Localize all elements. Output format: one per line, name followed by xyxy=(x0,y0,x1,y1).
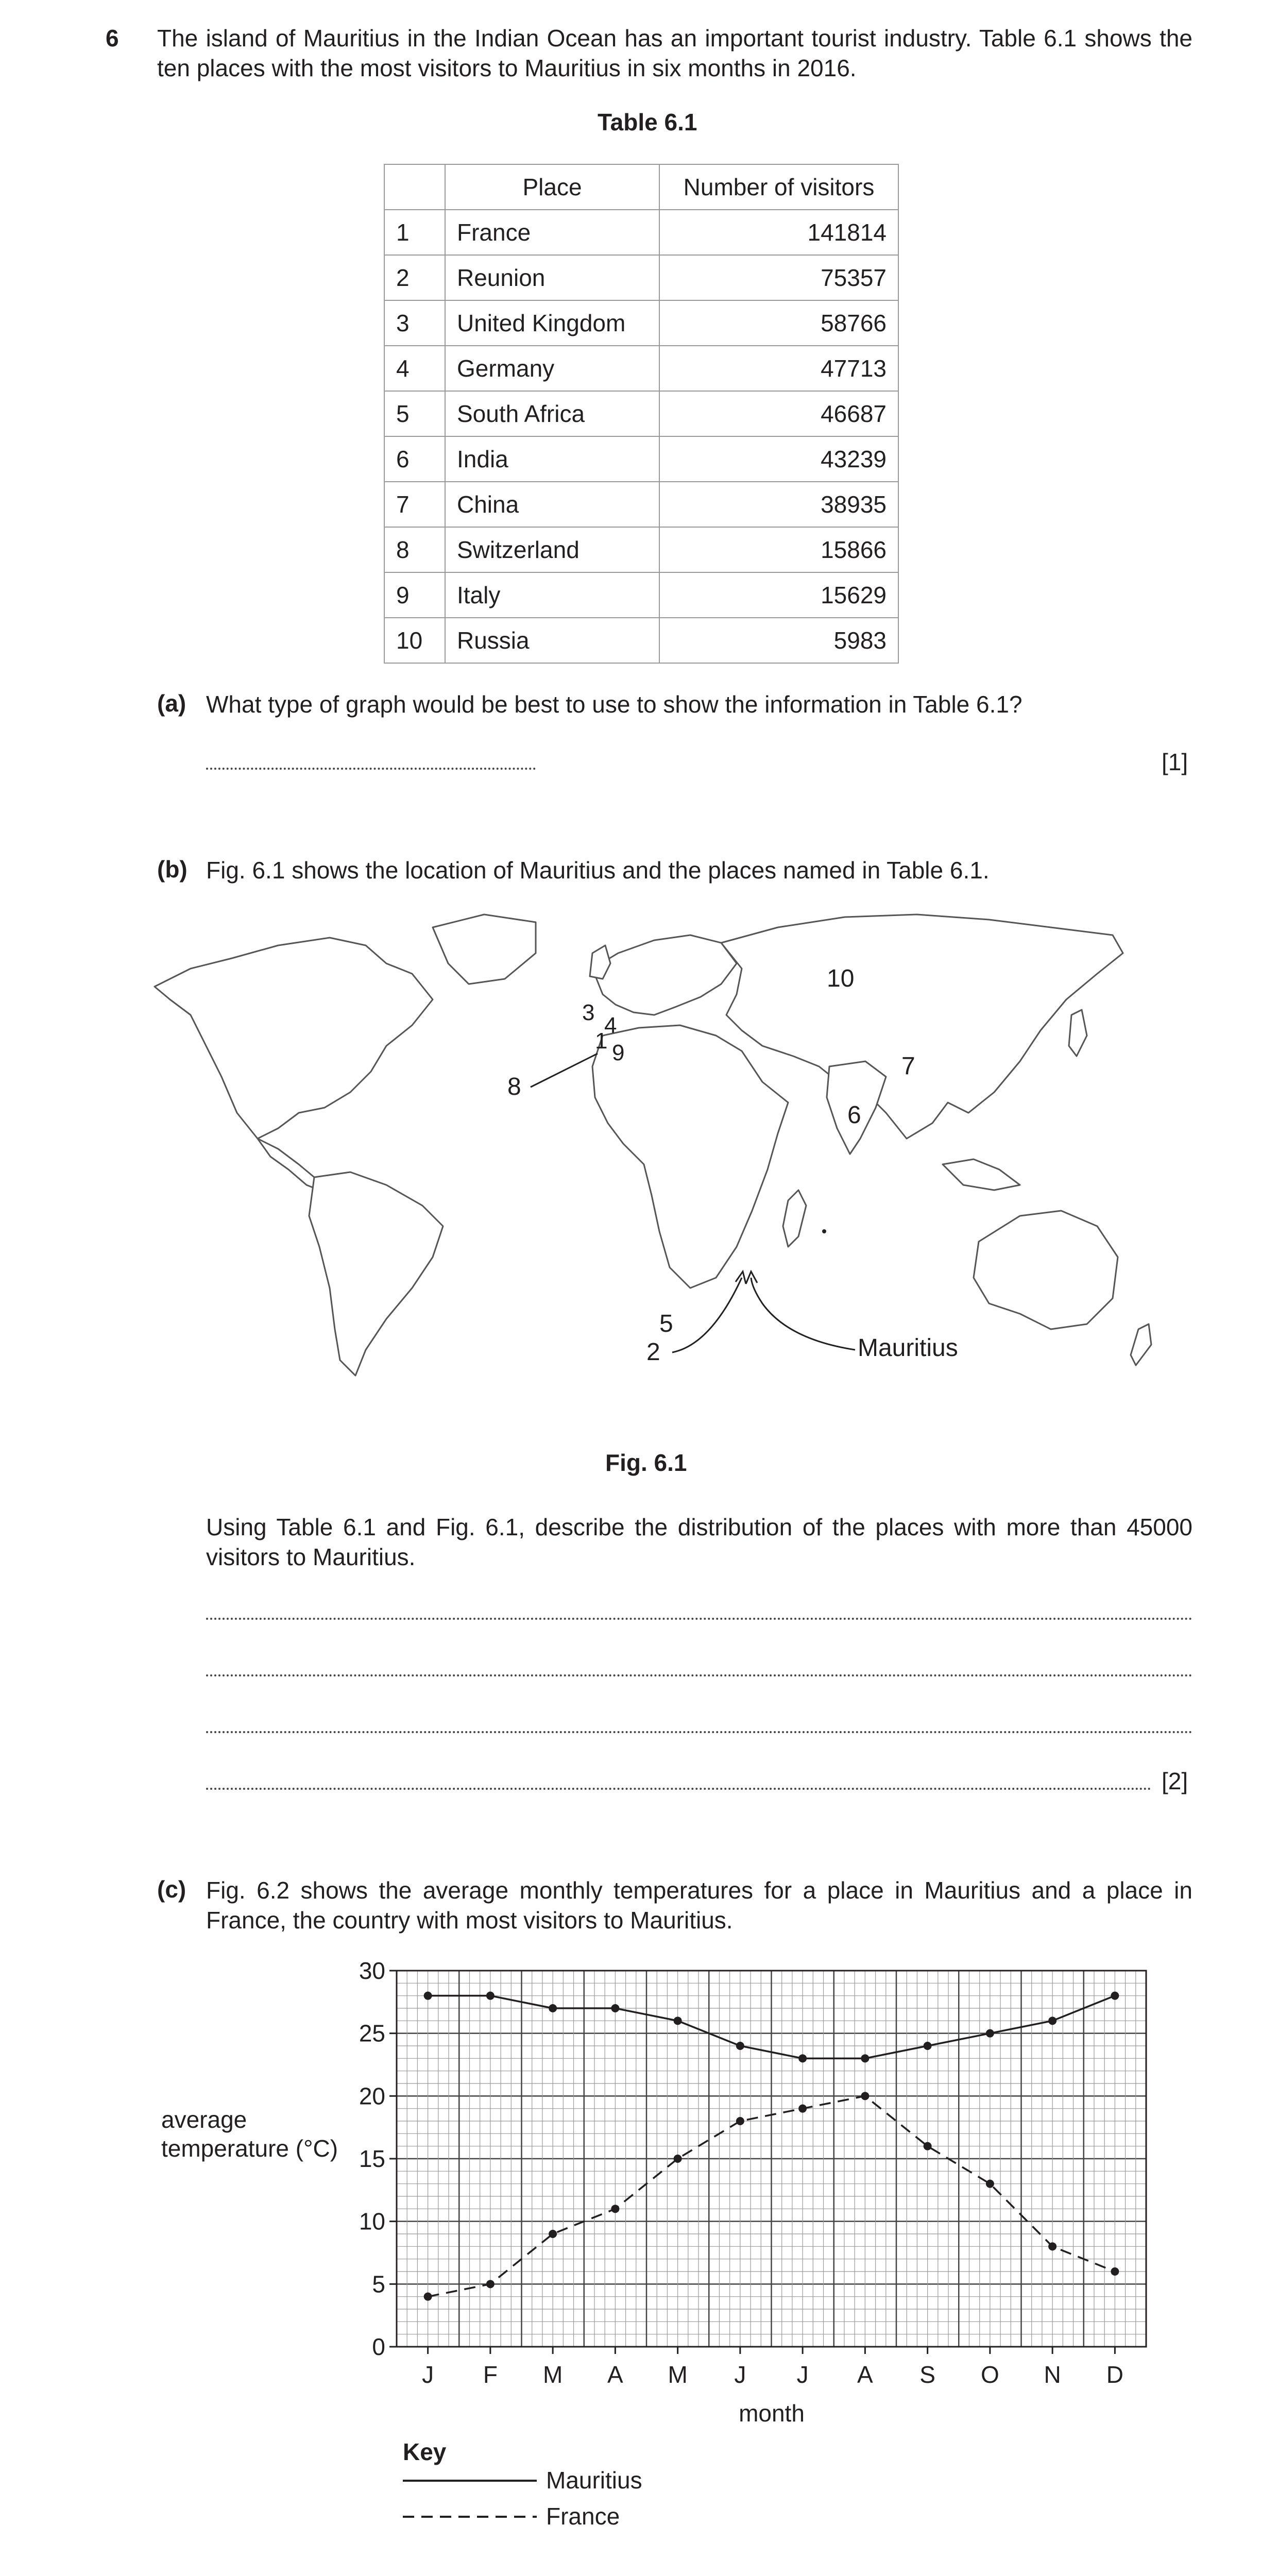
part-c-intro: Fig. 6.2 shows the average monthly temperatures for a place in Mauritius and a place in France, the country with most visitors to Mauritius. xyxy=(206,1877,1192,1934)
table-cell-rank: 9 xyxy=(384,572,445,618)
x-tick-label: J xyxy=(796,2361,809,2388)
x-tick-label: M xyxy=(542,2361,563,2388)
table-cell-place: Switzerland xyxy=(445,527,659,572)
table-cell-rank: 7 xyxy=(384,482,445,527)
data-point-mauritius xyxy=(924,2042,932,2050)
data-point-mauritius xyxy=(736,2042,744,2050)
australia-landmass xyxy=(974,1211,1118,1329)
y-tick-label: 15 xyxy=(359,2145,385,2172)
map-label-10: 10 xyxy=(827,965,855,992)
x-axis-label: month xyxy=(739,2400,805,2427)
table-cell-visitors: 5983 xyxy=(659,618,898,663)
new-zealand-landmass xyxy=(1131,1324,1151,1365)
answer-line[interactable] xyxy=(206,1788,1151,1790)
visitors-table xyxy=(384,164,899,664)
key-label-france: France xyxy=(546,2503,620,2530)
mauritius-arrow xyxy=(751,1278,855,1350)
data-point-france xyxy=(611,2205,619,2213)
table-cell-visitors: 43239 xyxy=(659,436,898,482)
table-cell-place: South Africa xyxy=(445,391,659,436)
y-axis-label-line2: temperature (°C) xyxy=(161,2135,338,2162)
chart-grid xyxy=(397,1971,1146,2347)
table-header-rank xyxy=(384,164,445,210)
table-cell-visitors: 15866 xyxy=(659,527,898,572)
indonesia-landmass xyxy=(943,1159,1020,1190)
temperature-chart xyxy=(134,1958,1164,2576)
world-map xyxy=(144,896,1154,1427)
data-point-mauritius xyxy=(549,2004,557,2012)
table-row xyxy=(384,482,898,527)
data-point-france xyxy=(1048,2242,1057,2250)
map-label-1: 1 xyxy=(595,1028,608,1054)
data-point-france xyxy=(798,2105,807,2113)
map-label-2: 2 xyxy=(646,1338,660,1366)
part-b-intro: Fig. 6.1 shows the location of Mauritius and the places named in Table 6.1. xyxy=(206,857,990,884)
south-america-landmass xyxy=(309,1172,443,1376)
key-title: Key xyxy=(403,2438,447,2465)
table-cell-place: Germany xyxy=(445,346,659,391)
map-label-3: 3 xyxy=(582,1000,595,1025)
table-cell-rank: 1 xyxy=(384,210,445,255)
key-label-mauritius: Mauritius xyxy=(546,2467,642,2494)
table-cell-rank: 2 xyxy=(384,255,445,300)
x-tick-label: S xyxy=(919,2361,935,2388)
y-tick-label: 10 xyxy=(359,2208,385,2235)
answer-line[interactable] xyxy=(206,768,536,770)
data-point-france xyxy=(549,2230,557,2238)
x-tick-label: A xyxy=(607,2361,623,2388)
table-cell-rank: 10 xyxy=(384,618,445,663)
table-cell-place: Reunion xyxy=(445,255,659,300)
table-cell-place: China xyxy=(445,482,659,527)
greenland-landmass xyxy=(433,914,536,984)
table-row xyxy=(384,300,898,346)
map-label-5: 5 xyxy=(659,1310,673,1337)
y-tick-label: 0 xyxy=(372,2333,385,2360)
table-row xyxy=(384,346,898,391)
table-cell-visitors: 46687 xyxy=(659,391,898,436)
map-label-mauritius: Mauritius xyxy=(858,1334,958,1362)
part-c-label: (c) xyxy=(157,1876,186,1903)
north-america-landmass xyxy=(155,938,433,1139)
x-tick-label: M xyxy=(668,2361,688,2388)
data-point-france xyxy=(986,2180,994,2188)
question-intro: The island of Mauritius in the Indian Ocean has an important tourist industry. Table 6.1 shows the ten places with the most visitors to Mauritius in six months in 2016. xyxy=(157,25,1192,81)
table-cell-place: Italy xyxy=(445,572,659,618)
x-tick-label: O xyxy=(980,2361,999,2388)
x-tick-label: J xyxy=(734,2361,746,2388)
europe-landmass xyxy=(592,935,737,1015)
data-point-france xyxy=(674,2155,682,2163)
table-cell-place: Russia xyxy=(445,618,659,663)
answer-line[interactable] xyxy=(206,1731,1192,1733)
data-point-mauritius xyxy=(424,1992,432,2000)
data-point-mauritius xyxy=(674,2016,682,2025)
map-label-9: 9 xyxy=(612,1040,625,1065)
part-a-question: What type of graph would be best to use to show the information in Table 6.1? xyxy=(206,691,1023,718)
part-b-question: Using Table 6.1 and Fig. 6.1, describe the distribution of the places with more than 45000 visitors to Mauritius. xyxy=(206,1514,1192,1570)
table-cell-visitors: 75357 xyxy=(659,255,898,300)
table-cell-visitors: 58766 xyxy=(659,300,898,346)
y-tick-label: 30 xyxy=(359,1958,385,1984)
reunion-arrowhead xyxy=(736,1272,746,1284)
table-cell-rank: 4 xyxy=(384,346,445,391)
map-label-8: 8 xyxy=(507,1073,521,1100)
data-point-mauritius xyxy=(986,2029,994,2038)
data-point-mauritius xyxy=(1048,2016,1057,2025)
data-point-mauritius xyxy=(1111,1992,1119,2000)
y-tick-labels xyxy=(359,1958,385,2360)
map-label-6: 6 xyxy=(847,1101,861,1129)
y-axis-label-line1: average xyxy=(161,2106,247,2133)
table-cell-rank: 3 xyxy=(384,300,445,346)
table-row xyxy=(384,618,898,663)
central-america-landmass xyxy=(258,1139,319,1190)
answer-line[interactable] xyxy=(206,1618,1192,1620)
data-point-france xyxy=(736,2117,744,2125)
reunion-arrow xyxy=(672,1278,742,1352)
mauritius-dot xyxy=(822,1229,826,1233)
madagascar-landmass xyxy=(783,1190,806,1247)
y-tick-label: 20 xyxy=(359,2082,385,2110)
x-tick-label: D xyxy=(1106,2361,1123,2388)
figure-6-1-caption: Fig. 6.1 xyxy=(605,1449,687,1476)
map-label-4: 4 xyxy=(604,1013,617,1038)
x-tick-label: A xyxy=(857,2361,873,2388)
table-row xyxy=(384,436,898,482)
map-label-7: 7 xyxy=(901,1053,915,1080)
data-point-mauritius xyxy=(798,2054,807,2062)
table-cell-visitors: 38935 xyxy=(659,482,898,527)
marks-b: [2] xyxy=(1162,1768,1188,1794)
table-header-row xyxy=(384,164,898,210)
x-tick-label: J xyxy=(422,2361,434,2388)
data-point-france xyxy=(1111,2267,1119,2276)
data-point-france xyxy=(924,2142,932,2150)
marks-a: [1] xyxy=(1162,749,1188,775)
table-row xyxy=(384,527,898,572)
table-row xyxy=(384,572,898,618)
japan-landmass xyxy=(1069,1010,1087,1056)
switzerland-pointer xyxy=(531,1054,598,1087)
table-cell-rank: 8 xyxy=(384,527,445,572)
table-cell-visitors: 141814 xyxy=(659,210,898,255)
table-row xyxy=(384,210,898,255)
table-cell-rank: 6 xyxy=(384,436,445,482)
table-row xyxy=(384,255,898,300)
table-cell-visitors: 15629 xyxy=(659,572,898,618)
x-tick-labels xyxy=(422,2361,1123,2388)
part-b-label: (b) xyxy=(157,856,188,883)
data-point-france xyxy=(424,2293,432,2301)
table-cell-place: India xyxy=(445,436,659,482)
y-tick-label: 25 xyxy=(359,2020,385,2047)
table-title: Table 6.1 xyxy=(598,109,697,135)
part-a-label: (a) xyxy=(157,690,186,717)
data-point-france xyxy=(861,2092,869,2100)
x-tick-label: F xyxy=(483,2361,498,2388)
table-cell-place: France xyxy=(445,210,659,255)
data-point-mauritius xyxy=(861,2054,869,2062)
y-tick-label: 5 xyxy=(372,2270,385,2298)
data-point-france xyxy=(486,2280,495,2288)
table-cell-place: United Kingdom xyxy=(445,300,659,346)
question-number: 6 xyxy=(106,25,119,52)
table-row xyxy=(384,391,898,436)
data-point-mauritius xyxy=(611,2004,619,2012)
table-header-visitors: Number of visitors xyxy=(659,164,898,210)
table-cell-rank: 5 xyxy=(384,391,445,436)
answer-line[interactable] xyxy=(206,1674,1192,1676)
table-cell-visitors: 47713 xyxy=(659,346,898,391)
x-tick-label: N xyxy=(1044,2361,1061,2388)
table-header-place: Place xyxy=(445,164,659,210)
data-point-mauritius xyxy=(486,1992,495,2000)
